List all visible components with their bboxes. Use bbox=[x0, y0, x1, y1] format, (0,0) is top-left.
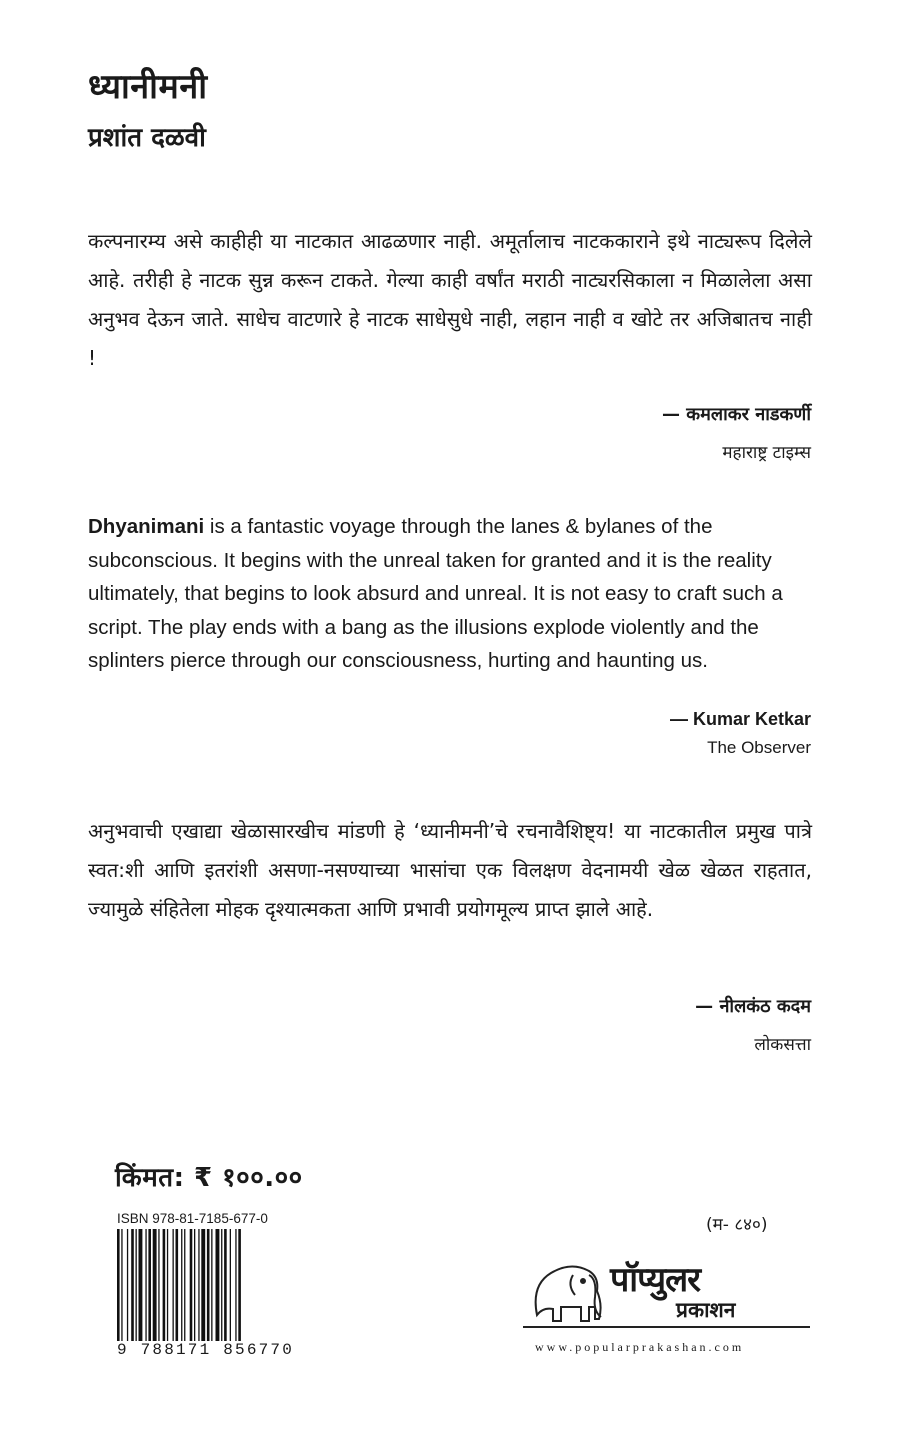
publisher-divider bbox=[523, 1326, 810, 1328]
barcode-digits: 9 788171 856770 bbox=[117, 1341, 295, 1359]
isbn-text: ISBN 978-81-7185-677-0 bbox=[117, 1211, 268, 1226]
review-1-attribution bbox=[662, 402, 811, 463]
book-author: प्रशांत दळवी bbox=[88, 123, 206, 153]
review-2-reviewer: — Kumar Ketkar bbox=[669, 709, 811, 729]
review-3-attribution bbox=[695, 994, 811, 1055]
review-3-reviewer: — नीलकंठ कदम bbox=[695, 996, 811, 1017]
review-2-body: is a fantastic voyage through the lanes & bylanes of the subconscious. It begins with the unreal taken for granted and it is the reality ultimately, that begins to look absurd and unreal. It is not easy to craft such a script. The play ends with a bang as the illusions explode violently and the splinters pierce through our consciousness, hurting and haunting us. bbox=[88, 515, 783, 672]
book-title: ध्यानीमनी bbox=[88, 67, 208, 107]
review-1-source: महाराष्ट्र टाइम्स bbox=[722, 443, 811, 463]
review-2-bold-lead: Dhyanimani bbox=[88, 515, 205, 538]
publisher-url: www.popularprakashan.com bbox=[535, 1340, 745, 1354]
review-2-text bbox=[88, 510, 812, 678]
catalog-code: (म- ८४०) bbox=[706, 1215, 768, 1235]
price-label: किंमत: ₹ १००.०० bbox=[115, 1163, 303, 1193]
barcode-icon bbox=[115, 1229, 292, 1349]
review-2-source: The Observer bbox=[707, 738, 811, 757]
review-1-text: कल्पनारम्य असे काहीही या नाटकात आढळणार नाही. अमूर्तालाच नाटककाराने इथे नाट्यरूप दिलेले आहे. तरीही हे नाटक सुन्न करून टाकते. गेल्या काही वर्षांत मराठी नाट्यरसिकाला न मिळालेला असा अनुभव देऊन जाते. साधेच वाटणारे हे नाटक साधेसुधे नाही, लहान नाही व खोटे तर अजिबातच नाही ! bbox=[88, 229, 812, 370]
publisher-name: पॉप्युलर bbox=[610, 1260, 701, 1300]
review-1-reviewer: — कमलाकर नाडकर्णी bbox=[662, 404, 811, 425]
review-3-source: लोकसत्ता bbox=[754, 1035, 811, 1055]
review-2-attribution bbox=[670, 709, 811, 758]
review-3-text: अनुभवाची एखाद्या खेळासारखीच मांडणी हे ‘ध्यानीमनी’चे रचनावैशिष्ट्य! या नाटकातील प्रमुख पात्रे स्वत:शी आणि इतरांशी असणा-नसण्याच्या भासांचा एक विलक्षण वेदनामयी खेळ खेळत राहतात, ज्यामुळे संहितेला मोहक दृश्यात्मकता आणि प्रभावी प्रयोगमूल्य प्राप्त झाले आहे. bbox=[88, 819, 812, 921]
publisher-subtitle: प्रकाशन bbox=[676, 1298, 736, 1322]
